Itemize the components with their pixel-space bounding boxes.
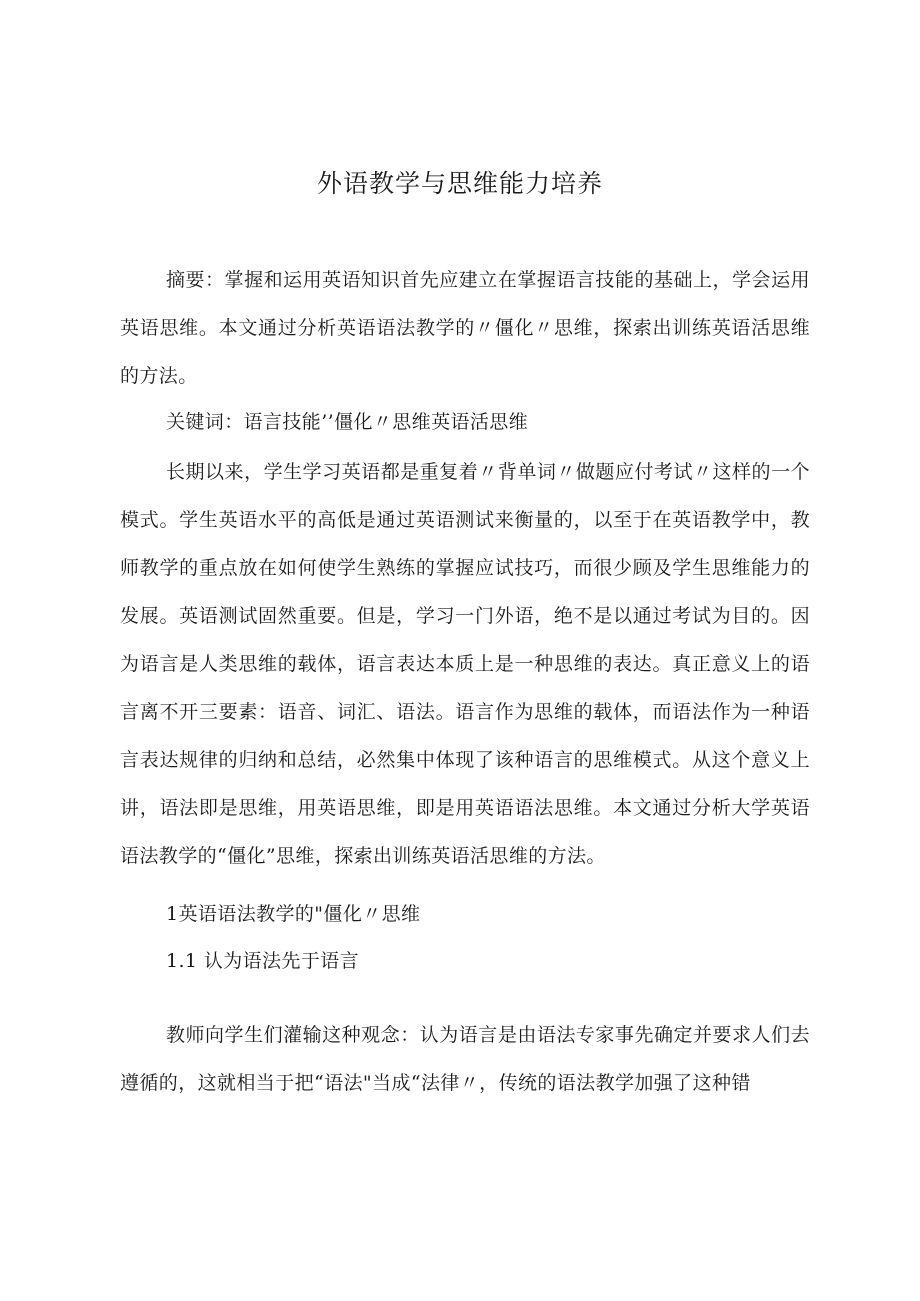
abstract-paragraph: 摘要：掌握和运用英语知识首先应建立在掌握语言技能的基础上，学会运用英语思维。本文通过分析英语语法教学的〃僵化〃思维，探索出训练英语活思维的方法。 (120, 269, 810, 387)
subsection-heading-1-1: 1.1 认为语法先于语言 (166, 950, 360, 972)
body-paragraph-1: 长期以来，学生学习英语都是重复着〃背单词〃做题应付考试〃这样的一个模式。学生英语水平的高低是通过英语测试来衡量的，以至于在英语教学中，教师教学的重点放在如何使学生熟练的掌握应试技巧，而很少顾及学生思维能力的发展。英语测试固然重要。但是，学习一门外语，绝不是以通过考试为目的。因为语言是人类思维的载体，语言表达本质上是一种思维的表达。真正意义上的语言离不开三要素：语音、词汇、语法。语言作为思维的载体，而语法作为一种语言表达规律的归纳和总结，必然集中体现了该种语言的思维模式。从这个意义上讲，语法即是思维，用英语思维，即是用英语语法思维。本文通过分析大学英语语法教学的“僵化”思维，探索出训练英语活思维的方法。 (120, 461, 810, 867)
keywords-line: 关键词：语言技能’’僵化〃思维英语活思维 (166, 411, 529, 433)
body-paragraph-2: 教师向学生们灌输这种观念：认为语言是由语法专家事先确定并要求人们去遵循的，这就相当于把“语法"当成“法律〃，传统的语法教学加强了这种错 (120, 1024, 810, 1094)
document-title: 外语教学与思维能力培养 (316, 169, 603, 198)
section-heading-1: 1英语语法教学的"僵化〃思维 (166, 903, 421, 925)
